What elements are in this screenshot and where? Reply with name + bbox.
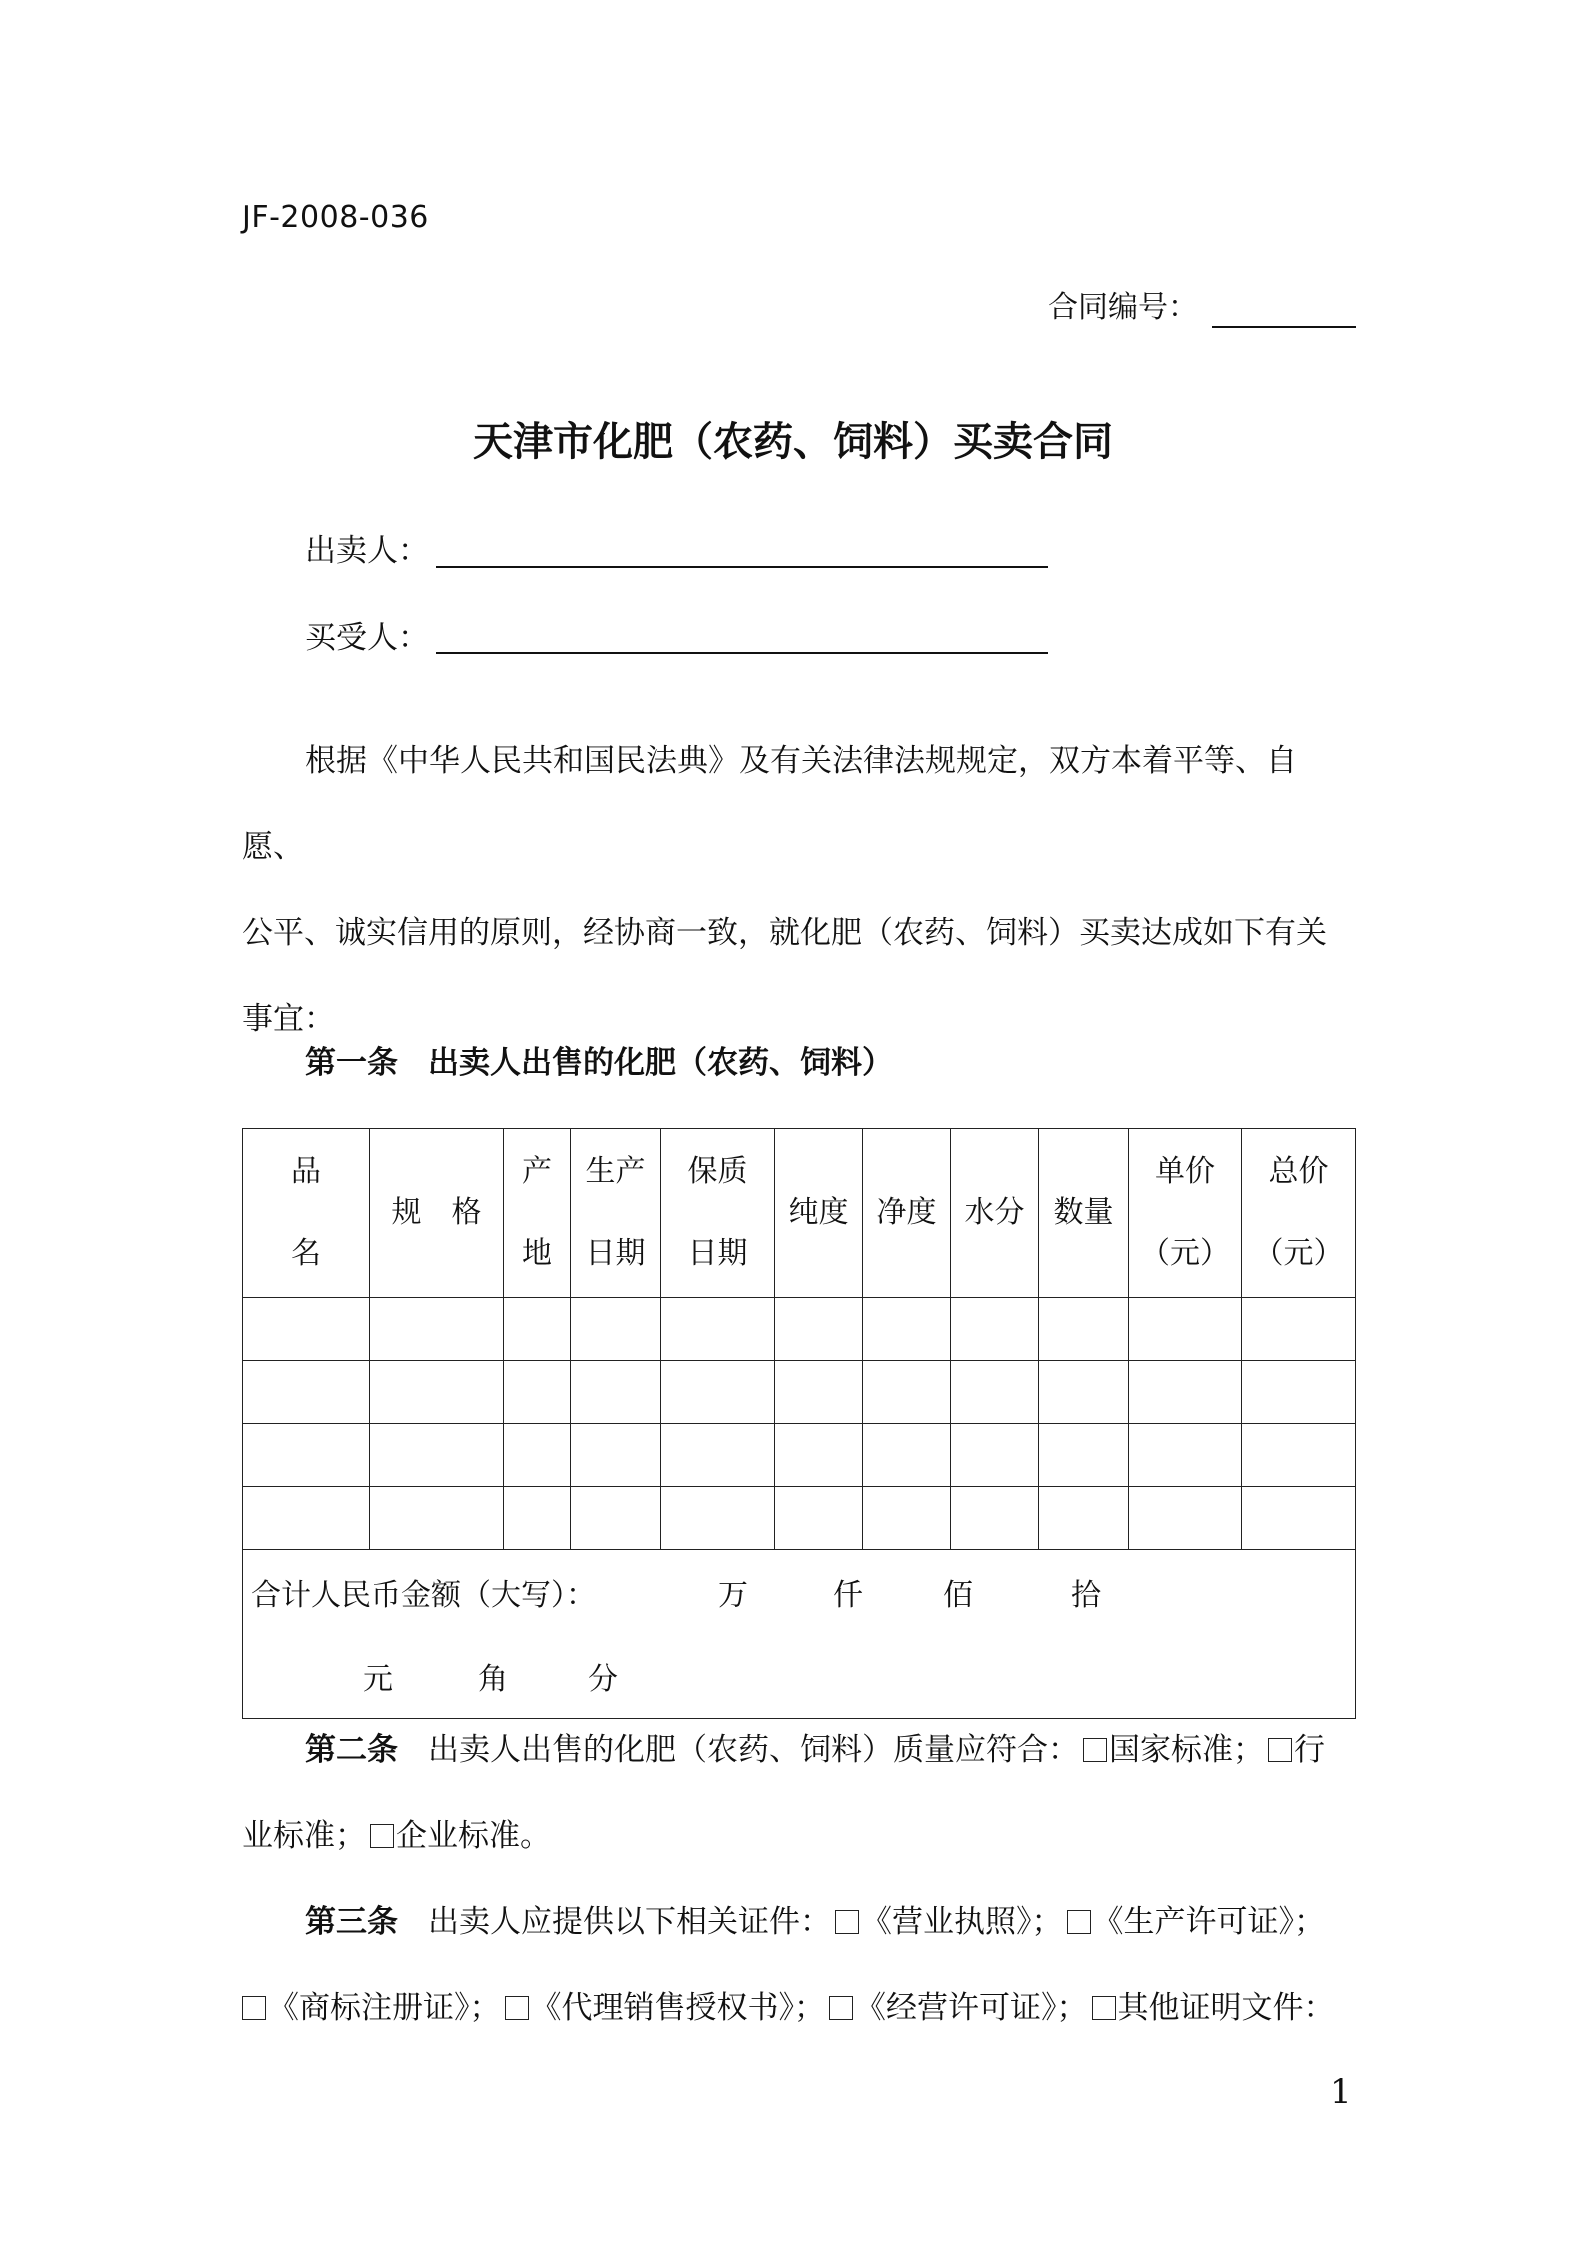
article-3: 第三条 出卖人应提供以下相关证件： 《营业执照》； 《生产许可证》； 《商标注册证》； 《代理销售授权书》； 《经营许可证》； 其他证明文件： (242, 1879, 1354, 2051)
checkbox-trademark-certificate[interactable] (242, 1996, 266, 2020)
page-number: 1 (1330, 2072, 1352, 2112)
table-header-row (243, 1129, 1356, 1298)
header-origin: 产 地 (504, 1129, 571, 1298)
unit-wan: 万 (718, 1578, 748, 1613)
contract-number-field[interactable] (1212, 326, 1356, 328)
intro-line-2: 公平、诚实信用的原则，经协商一致，就化肥（农药、饲料）买卖达成如下有关 (242, 915, 1327, 951)
article-2-number: 第二条 (305, 1732, 398, 1768)
seller-field[interactable] (436, 566, 1048, 568)
article-2: 第二条 出卖人出售的化肥（农药、饲料）质量应符合： 国家标准； 行 业标准； 企业标准。 (242, 1732, 1325, 1854)
goods-table (242, 1128, 1356, 1719)
header-cleanliness: 净度 (863, 1129, 951, 1298)
intro-line-1: 根据《中华人民共和国民法典》及有关法律法规规定，双方本着平等、自愿、 (242, 743, 1297, 865)
document-code: JF-2008-036 (242, 200, 429, 235)
header-purity: 纯度 (775, 1129, 863, 1298)
article-2-text: 出卖人出售的化肥（农药、饲料）质量应符合： (428, 1732, 1079, 1768)
table-row (243, 1424, 1356, 1487)
contract-number-label: 合同编号： (1048, 290, 1198, 325)
unit-yuan: 元 (363, 1662, 393, 1697)
seller-label: 出卖人： (305, 533, 429, 569)
header-total-price: 总价 （元） (1242, 1129, 1356, 1298)
unit-jiao: 角 (478, 1662, 508, 1697)
intro-line-3: 事宜： (242, 1001, 335, 1037)
article-3-number: 第三条 (305, 1904, 398, 1940)
table-row (243, 1361, 1356, 1424)
checkbox-industry-standard[interactable] (1268, 1738, 1292, 1762)
unit-bai: 佰 (943, 1578, 973, 1613)
article-1-text: 出卖人出售的化肥（农药、饲料） (428, 1045, 893, 1081)
header-specification: 规 格 (370, 1129, 504, 1298)
header-production-date: 生产 日期 (571, 1129, 661, 1298)
page-title: 天津市化肥（农药、饲料）买卖合同 (473, 419, 1113, 465)
intro-paragraph (242, 718, 1354, 1062)
header-unit-price: 单价 （元） (1129, 1129, 1242, 1298)
buyer-field[interactable] (436, 652, 1048, 654)
header-quantity: 数量 (1039, 1129, 1129, 1298)
total-amount-label: 合计人民币金额（大写）： (251, 1578, 596, 1613)
checkbox-other-documents[interactable] (1092, 1996, 1116, 2020)
table-row (243, 1487, 1356, 1550)
total-amount-row (243, 1550, 1356, 1719)
article-3-text: 出卖人应提供以下相关证件： (428, 1904, 831, 1940)
table-row (243, 1298, 1356, 1361)
checkbox-operating-permit[interactable] (829, 1996, 853, 2020)
checkbox-enterprise-standard[interactable] (370, 1824, 394, 1848)
unit-fen: 分 (588, 1662, 618, 1697)
article-1-number: 第一条 (305, 1045, 398, 1081)
buyer-label: 买受人： (305, 620, 429, 656)
article-1 (242, 1020, 1354, 1106)
header-moisture: 水分 (951, 1129, 1039, 1298)
checkbox-production-permit[interactable] (1067, 1910, 1091, 1934)
unit-qian: 仟 (833, 1578, 863, 1613)
checkbox-national-standard[interactable] (1083, 1738, 1107, 1762)
checkbox-sales-authorization[interactable] (505, 1996, 529, 2020)
header-shelf-life: 保质 日期 (661, 1129, 775, 1298)
checkbox-business-license[interactable] (835, 1910, 859, 1934)
header-product-name: 品 名 (243, 1129, 370, 1298)
unit-shi: 拾 (1071, 1578, 1101, 1613)
